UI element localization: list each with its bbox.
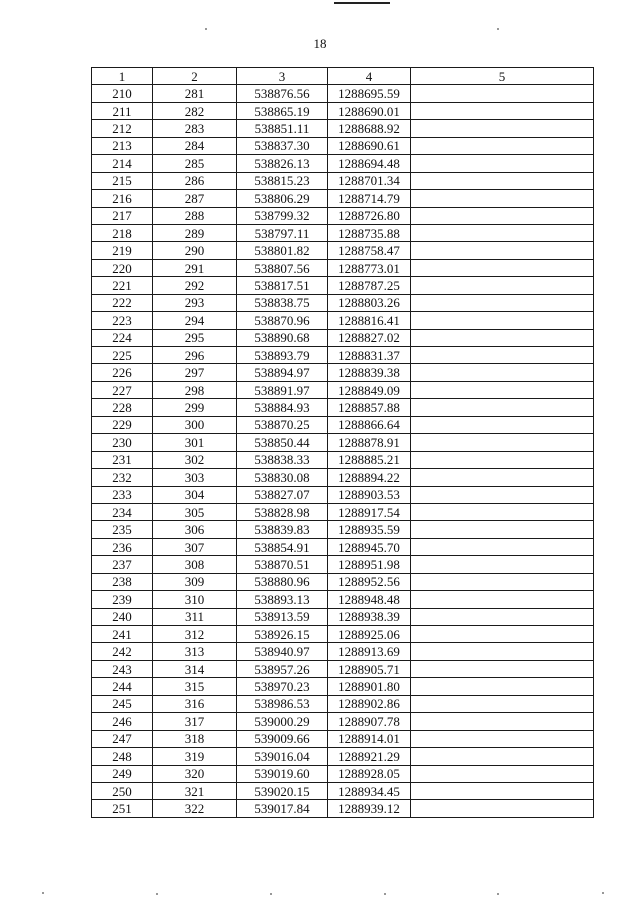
y-coordinate-cell: 1288902.86 <box>328 695 411 712</box>
x-coordinate-cell: 538807.56 <box>237 259 328 276</box>
note-cell <box>411 137 594 154</box>
table-row <box>92 120 594 137</box>
y-coordinate-cell: 1288857.88 <box>328 399 411 416</box>
table-row <box>92 434 594 451</box>
table-row <box>92 713 594 730</box>
point-number-cell: 320 <box>153 765 237 782</box>
point-index-cell: 251 <box>92 800 153 817</box>
table-row <box>92 748 594 765</box>
point-index-cell: 235 <box>92 521 153 538</box>
point-number-cell: 319 <box>153 748 237 765</box>
point-index-cell: 247 <box>92 730 153 747</box>
point-number-cell: 297 <box>153 364 237 381</box>
note-cell <box>411 172 594 189</box>
x-coordinate-cell: 539019.60 <box>237 765 328 782</box>
point-number-cell: 295 <box>153 329 237 346</box>
note-cell <box>411 503 594 520</box>
y-coordinate-cell: 1288688.92 <box>328 120 411 137</box>
point-index-cell: 217 <box>92 207 153 224</box>
y-coordinate-cell: 1288849.09 <box>328 381 411 398</box>
point-index-cell: 211 <box>92 102 153 119</box>
y-coordinate-cell: 1288945.70 <box>328 538 411 555</box>
note-cell <box>411 591 594 608</box>
scan-speck <box>270 893 272 895</box>
x-coordinate-cell: 538854.91 <box>237 538 328 555</box>
column-header-1: 1 <box>92 68 153 85</box>
point-index-cell: 225 <box>92 347 153 364</box>
y-coordinate-cell: 1288773.01 <box>328 259 411 276</box>
scan-speck <box>42 892 44 894</box>
y-coordinate-cell: 1288803.26 <box>328 294 411 311</box>
point-index-cell: 216 <box>92 190 153 207</box>
note-cell <box>411 748 594 765</box>
note-cell <box>411 626 594 643</box>
point-number-cell: 285 <box>153 155 237 172</box>
note-cell <box>411 347 594 364</box>
x-coordinate-cell: 538827.07 <box>237 486 328 503</box>
note-cell <box>411 451 594 468</box>
x-coordinate-cell: 538870.51 <box>237 556 328 573</box>
x-coordinate-cell: 538893.13 <box>237 591 328 608</box>
point-number-cell: 300 <box>153 416 237 433</box>
table-row <box>92 503 594 520</box>
point-number-cell: 282 <box>153 102 237 119</box>
table-row <box>92 416 594 433</box>
x-coordinate-cell: 538913.59 <box>237 608 328 625</box>
y-coordinate-cell: 1288917.54 <box>328 503 411 520</box>
point-index-cell: 234 <box>92 503 153 520</box>
x-coordinate-cell: 538870.96 <box>237 312 328 329</box>
column-header-4: 4 <box>328 68 411 85</box>
point-index-cell: 218 <box>92 224 153 241</box>
point-index-cell: 250 <box>92 782 153 799</box>
note-cell <box>411 765 594 782</box>
point-index-cell: 232 <box>92 469 153 486</box>
point-index-cell: 242 <box>92 643 153 660</box>
note-cell <box>411 259 594 276</box>
point-index-cell: 233 <box>92 486 153 503</box>
table-row <box>92 608 594 625</box>
note-cell <box>411 155 594 172</box>
point-number-cell: 304 <box>153 486 237 503</box>
x-coordinate-cell: 538797.11 <box>237 224 328 241</box>
x-coordinate-cell: 539000.29 <box>237 713 328 730</box>
coordinates-table <box>91 67 594 818</box>
point-number-cell: 289 <box>153 224 237 241</box>
x-coordinate-cell: 538828.98 <box>237 503 328 520</box>
note-cell <box>411 695 594 712</box>
point-index-cell: 239 <box>92 591 153 608</box>
note-cell <box>411 573 594 590</box>
point-index-cell: 237 <box>92 556 153 573</box>
y-coordinate-cell: 1288878.91 <box>328 434 411 451</box>
note-cell <box>411 800 594 817</box>
point-index-cell: 227 <box>92 381 153 398</box>
scan-artifact-top <box>334 2 390 4</box>
y-coordinate-cell: 1288935.59 <box>328 521 411 538</box>
x-coordinate-cell: 538801.82 <box>237 242 328 259</box>
table-row <box>92 521 594 538</box>
note-cell <box>411 678 594 695</box>
point-number-cell: 317 <box>153 713 237 730</box>
point-number-cell: 312 <box>153 626 237 643</box>
table-row <box>92 730 594 747</box>
table-row <box>92 591 594 608</box>
table-row <box>92 172 594 189</box>
point-number-cell: 299 <box>153 399 237 416</box>
note-cell <box>411 416 594 433</box>
x-coordinate-cell: 538970.23 <box>237 678 328 695</box>
table-row <box>92 556 594 573</box>
table-row <box>92 782 594 799</box>
y-coordinate-cell: 1288701.34 <box>328 172 411 189</box>
point-number-cell: 283 <box>153 120 237 137</box>
point-index-cell: 223 <box>92 312 153 329</box>
y-coordinate-cell: 1288694.48 <box>328 155 411 172</box>
point-number-cell: 305 <box>153 503 237 520</box>
point-number-cell: 307 <box>153 538 237 555</box>
note-cell <box>411 207 594 224</box>
x-coordinate-cell: 538815.23 <box>237 172 328 189</box>
y-coordinate-cell: 1288714.79 <box>328 190 411 207</box>
point-number-cell: 291 <box>153 259 237 276</box>
note-cell <box>411 329 594 346</box>
note-cell <box>411 102 594 119</box>
x-coordinate-cell: 538838.33 <box>237 451 328 468</box>
column-header-3: 3 <box>237 68 328 85</box>
table-row <box>92 538 594 555</box>
x-coordinate-cell: 538806.29 <box>237 190 328 207</box>
y-coordinate-cell: 1288894.22 <box>328 469 411 486</box>
point-number-cell: 288 <box>153 207 237 224</box>
y-coordinate-cell: 1288921.29 <box>328 748 411 765</box>
point-number-cell: 296 <box>153 347 237 364</box>
point-index-cell: 230 <box>92 434 153 451</box>
point-index-cell: 221 <box>92 277 153 294</box>
x-coordinate-cell: 538890.68 <box>237 329 328 346</box>
scan-speck <box>497 28 499 30</box>
table-row <box>92 85 594 102</box>
table-row <box>92 207 594 224</box>
table-row <box>92 695 594 712</box>
y-coordinate-cell: 1288913.69 <box>328 643 411 660</box>
point-index-cell: 246 <box>92 713 153 730</box>
point-number-cell: 294 <box>153 312 237 329</box>
y-coordinate-cell: 1288690.01 <box>328 102 411 119</box>
point-index-cell: 220 <box>92 259 153 276</box>
table-row <box>92 224 594 241</box>
y-coordinate-cell: 1288905.71 <box>328 660 411 677</box>
table-row <box>92 242 594 259</box>
table-header <box>92 68 594 85</box>
point-index-cell: 224 <box>92 329 153 346</box>
x-coordinate-cell: 539016.04 <box>237 748 328 765</box>
note-cell <box>411 521 594 538</box>
header-row <box>92 68 594 85</box>
table-row <box>92 137 594 154</box>
column-header-5: 5 <box>411 68 594 85</box>
y-coordinate-cell: 1288903.53 <box>328 486 411 503</box>
table-row <box>92 155 594 172</box>
point-number-cell: 310 <box>153 591 237 608</box>
table-row <box>92 678 594 695</box>
x-coordinate-cell: 538926.15 <box>237 626 328 643</box>
table-body <box>92 85 594 817</box>
scan-speck <box>497 893 499 895</box>
point-index-cell: 228 <box>92 399 153 416</box>
note-cell <box>411 556 594 573</box>
table-row <box>92 765 594 782</box>
point-index-cell: 212 <box>92 120 153 137</box>
x-coordinate-cell: 539009.66 <box>237 730 328 747</box>
point-index-cell: 236 <box>92 538 153 555</box>
table-row <box>92 643 594 660</box>
note-cell <box>411 85 594 102</box>
table-row <box>92 451 594 468</box>
point-index-cell: 222 <box>92 294 153 311</box>
point-number-cell: 318 <box>153 730 237 747</box>
note-cell <box>411 190 594 207</box>
x-coordinate-cell: 538826.13 <box>237 155 328 172</box>
table-row <box>92 364 594 381</box>
point-number-cell: 311 <box>153 608 237 625</box>
scan-speck <box>205 28 207 30</box>
note-cell <box>411 364 594 381</box>
y-coordinate-cell: 1288816.41 <box>328 312 411 329</box>
scan-speck <box>602 892 604 894</box>
point-number-cell: 293 <box>153 294 237 311</box>
table-row <box>92 800 594 817</box>
x-coordinate-cell: 538940.97 <box>237 643 328 660</box>
point-number-cell: 316 <box>153 695 237 712</box>
note-cell <box>411 399 594 416</box>
x-coordinate-cell: 538894.97 <box>237 364 328 381</box>
x-coordinate-cell: 538884.93 <box>237 399 328 416</box>
scan-speck <box>384 893 386 895</box>
page-number: 18 <box>313 36 327 51</box>
table-row <box>92 626 594 643</box>
table-row <box>92 259 594 276</box>
point-number-cell: 303 <box>153 469 237 486</box>
point-index-cell: 240 <box>92 608 153 625</box>
table-row <box>92 660 594 677</box>
point-number-cell: 321 <box>153 782 237 799</box>
y-coordinate-cell: 1288934.45 <box>328 782 411 799</box>
point-index-cell: 244 <box>92 678 153 695</box>
table-row <box>92 102 594 119</box>
note-cell <box>411 294 594 311</box>
y-coordinate-cell: 1288695.59 <box>328 85 411 102</box>
x-coordinate-cell: 538837.30 <box>237 137 328 154</box>
note-cell <box>411 242 594 259</box>
y-coordinate-cell: 1288726.80 <box>328 207 411 224</box>
y-coordinate-cell: 1288952.56 <box>328 573 411 590</box>
point-number-cell: 287 <box>153 190 237 207</box>
x-coordinate-cell: 538851.11 <box>237 120 328 137</box>
point-index-cell: 241 <box>92 626 153 643</box>
y-coordinate-cell: 1288885.21 <box>328 451 411 468</box>
x-coordinate-cell: 538865.19 <box>237 102 328 119</box>
point-number-cell: 313 <box>153 643 237 660</box>
table-row <box>92 399 594 416</box>
x-coordinate-cell: 538839.83 <box>237 521 328 538</box>
point-index-cell: 213 <box>92 137 153 154</box>
table-row <box>92 486 594 503</box>
x-coordinate-cell: 538830.08 <box>237 469 328 486</box>
table-row <box>92 573 594 590</box>
y-coordinate-cell: 1288948.48 <box>328 591 411 608</box>
table-row <box>92 347 594 364</box>
note-cell <box>411 277 594 294</box>
y-coordinate-cell: 1288901.80 <box>328 678 411 695</box>
point-index-cell: 210 <box>92 85 153 102</box>
note-cell <box>411 643 594 660</box>
note-cell <box>411 713 594 730</box>
x-coordinate-cell: 538893.79 <box>237 347 328 364</box>
x-coordinate-cell: 538850.44 <box>237 434 328 451</box>
point-index-cell: 238 <box>92 573 153 590</box>
point-index-cell: 243 <box>92 660 153 677</box>
y-coordinate-cell: 1288839.38 <box>328 364 411 381</box>
y-coordinate-cell: 1288925.06 <box>328 626 411 643</box>
point-index-cell: 248 <box>92 748 153 765</box>
y-coordinate-cell: 1288938.39 <box>328 608 411 625</box>
x-coordinate-cell: 538799.32 <box>237 207 328 224</box>
y-coordinate-cell: 1288831.37 <box>328 347 411 364</box>
table-row <box>92 277 594 294</box>
x-coordinate-cell: 538957.26 <box>237 660 328 677</box>
x-coordinate-cell: 539017.84 <box>237 800 328 817</box>
point-index-cell: 229 <box>92 416 153 433</box>
x-coordinate-cell: 539020.15 <box>237 782 328 799</box>
y-coordinate-cell: 1288866.64 <box>328 416 411 433</box>
x-coordinate-cell: 538870.25 <box>237 416 328 433</box>
note-cell <box>411 782 594 799</box>
y-coordinate-cell: 1288787.25 <box>328 277 411 294</box>
y-coordinate-cell: 1288907.78 <box>328 713 411 730</box>
y-coordinate-cell: 1288951.98 <box>328 556 411 573</box>
point-number-cell: 309 <box>153 573 237 590</box>
note-cell <box>411 538 594 555</box>
point-number-cell: 322 <box>153 800 237 817</box>
x-coordinate-cell: 538876.56 <box>237 85 328 102</box>
point-index-cell: 249 <box>92 765 153 782</box>
table-row <box>92 381 594 398</box>
note-cell <box>411 224 594 241</box>
point-number-cell: 302 <box>153 451 237 468</box>
table-row <box>92 312 594 329</box>
point-index-cell: 219 <box>92 242 153 259</box>
x-coordinate-cell: 538986.53 <box>237 695 328 712</box>
point-number-cell: 284 <box>153 137 237 154</box>
table-row <box>92 329 594 346</box>
point-number-cell: 292 <box>153 277 237 294</box>
note-cell <box>411 434 594 451</box>
note-cell <box>411 608 594 625</box>
point-number-cell: 306 <box>153 521 237 538</box>
x-coordinate-cell: 538817.51 <box>237 277 328 294</box>
y-coordinate-cell: 1288928.05 <box>328 765 411 782</box>
point-number-cell: 286 <box>153 172 237 189</box>
note-cell <box>411 660 594 677</box>
note-cell <box>411 469 594 486</box>
point-number-cell: 298 <box>153 381 237 398</box>
column-header-2: 2 <box>153 68 237 85</box>
y-coordinate-cell: 1288827.02 <box>328 329 411 346</box>
x-coordinate-cell: 538880.96 <box>237 573 328 590</box>
scan-speck <box>156 893 158 895</box>
point-number-cell: 315 <box>153 678 237 695</box>
y-coordinate-cell: 1288758.47 <box>328 242 411 259</box>
point-index-cell: 215 <box>92 172 153 189</box>
x-coordinate-cell: 538891.97 <box>237 381 328 398</box>
note-cell <box>411 486 594 503</box>
note-cell <box>411 120 594 137</box>
y-coordinate-cell: 1288690.61 <box>328 137 411 154</box>
note-cell <box>411 730 594 747</box>
point-number-cell: 314 <box>153 660 237 677</box>
table-row <box>92 190 594 207</box>
note-cell <box>411 312 594 329</box>
x-coordinate-cell: 538838.75 <box>237 294 328 311</box>
table-row <box>92 469 594 486</box>
point-number-cell: 290 <box>153 242 237 259</box>
point-number-cell: 281 <box>153 85 237 102</box>
point-number-cell: 301 <box>153 434 237 451</box>
point-index-cell: 214 <box>92 155 153 172</box>
point-index-cell: 245 <box>92 695 153 712</box>
table-row <box>92 294 594 311</box>
y-coordinate-cell: 1288914.01 <box>328 730 411 747</box>
point-index-cell: 226 <box>92 364 153 381</box>
y-coordinate-cell: 1288735.88 <box>328 224 411 241</box>
note-cell <box>411 381 594 398</box>
point-number-cell: 308 <box>153 556 237 573</box>
y-coordinate-cell: 1288939.12 <box>328 800 411 817</box>
point-index-cell: 231 <box>92 451 153 468</box>
